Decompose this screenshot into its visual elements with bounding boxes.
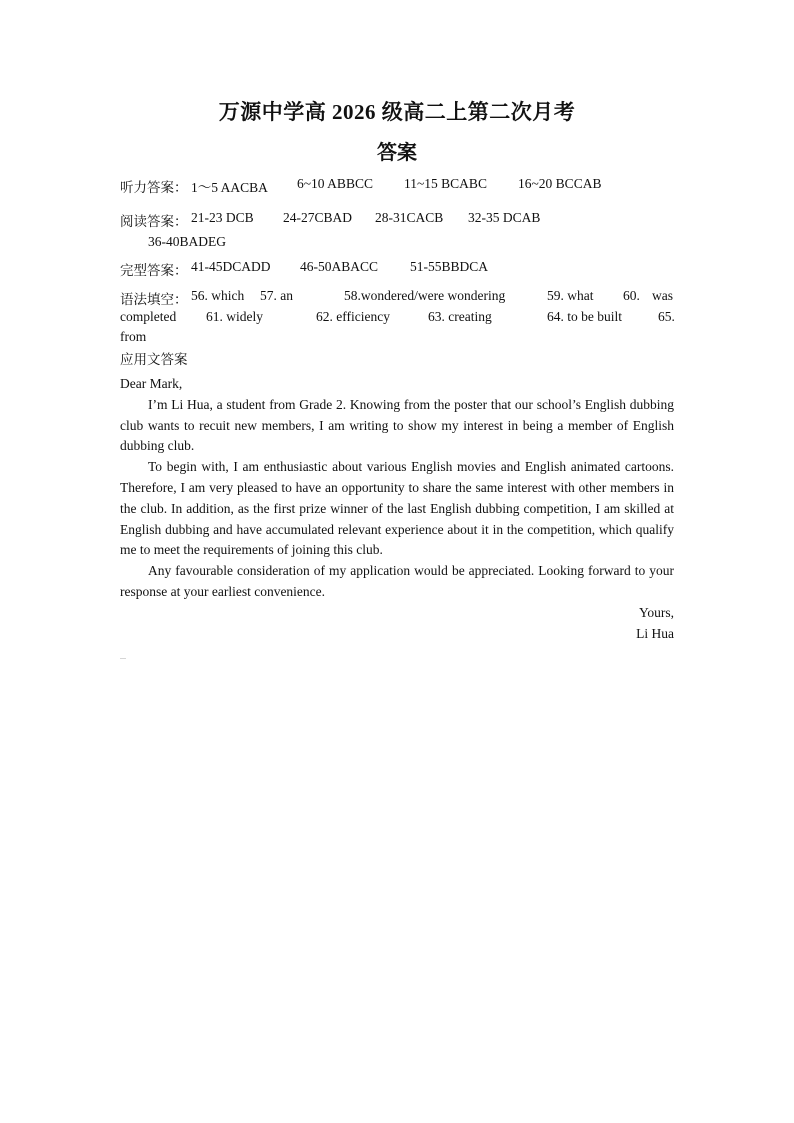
reading-item: 36-40BADEG (148, 234, 226, 249)
grammar-item: 63. creating (428, 309, 492, 324)
page-title: 万源中学高 2026 级高二上第二次月考 (218, 100, 576, 124)
model-letter (120, 374, 674, 644)
letter-closing: Yours, (638, 604, 674, 620)
grammar-item: 61. widely (206, 309, 263, 324)
grammar-item: 60. (623, 288, 640, 303)
grammar-item: 64. to be built (547, 309, 622, 324)
cloze-item: 41-45DCADD (191, 259, 271, 274)
writing-label: 应用文答案 (120, 352, 188, 367)
listening-item: 16~20 BCCAB (518, 176, 602, 191)
letter-paragraph: To begin with, I am enthusiastic about various English movies and English animated cartoons. Therefore, I am very pleased to have an opportunity to share the same interest with other members in the club. In addition, as the first prize winner of the last English dubbing competition, I am skilled at English dubbing and have accumulated relevant experience about it in the competition, which qualify me to meet the requirements of joining this club. (120, 459, 674, 558)
cloze-item: 46-50ABACC (300, 259, 379, 274)
reading-item: 24-27CBAD (283, 210, 353, 225)
letter-paragraph: Any favourable consideration of my application would be appreciated. Looking forward to your response at your earliest convenience. (120, 563, 674, 599)
grammar-label: 语法填空： (120, 292, 188, 307)
reading-label: 阅读答案： (120, 214, 188, 229)
letter-paragraph: I’m Li Hua, a student from Grade 2. Knowing from the poster that our school’s English dubbing club wants to recuit new members, I am writing to show my interest in being a member of English dubbing club. (120, 396, 674, 454)
cloze-label: 完型答案： (120, 263, 188, 278)
grammar-item: 62. efficiency (316, 309, 390, 324)
listening-label: 听力答案： (120, 180, 188, 195)
grammar-item: 56. which (191, 288, 245, 303)
page-subtitle: 答案 (377, 142, 417, 164)
letter-signature: Li Hua (636, 625, 674, 641)
grammar-item: from (120, 329, 147, 344)
listening-item: 11~15 BCABC (404, 176, 487, 191)
grammar-item: completed (120, 309, 177, 324)
scan-mark (120, 658, 126, 659)
grammar-item: 59. what (547, 288, 594, 303)
grammar-item: was (652, 288, 673, 303)
reading-item: 28-31CACB (375, 210, 444, 225)
grammar-item: 58.wondered/were wondering (344, 288, 506, 303)
grammar-item: 57. an (260, 288, 293, 303)
reading-item: 21-23 DCB (191, 210, 254, 225)
cloze-item: 51-55BBDCA (410, 259, 489, 274)
grammar-item: 65. (658, 309, 675, 324)
listening-item: 1～5 AACBA (191, 180, 268, 195)
listening-item: 6~10 ABBCC (297, 176, 373, 191)
letter-greeting: Dear Mark, (120, 376, 183, 391)
reading-item: 32-35 DCAB (468, 210, 541, 225)
